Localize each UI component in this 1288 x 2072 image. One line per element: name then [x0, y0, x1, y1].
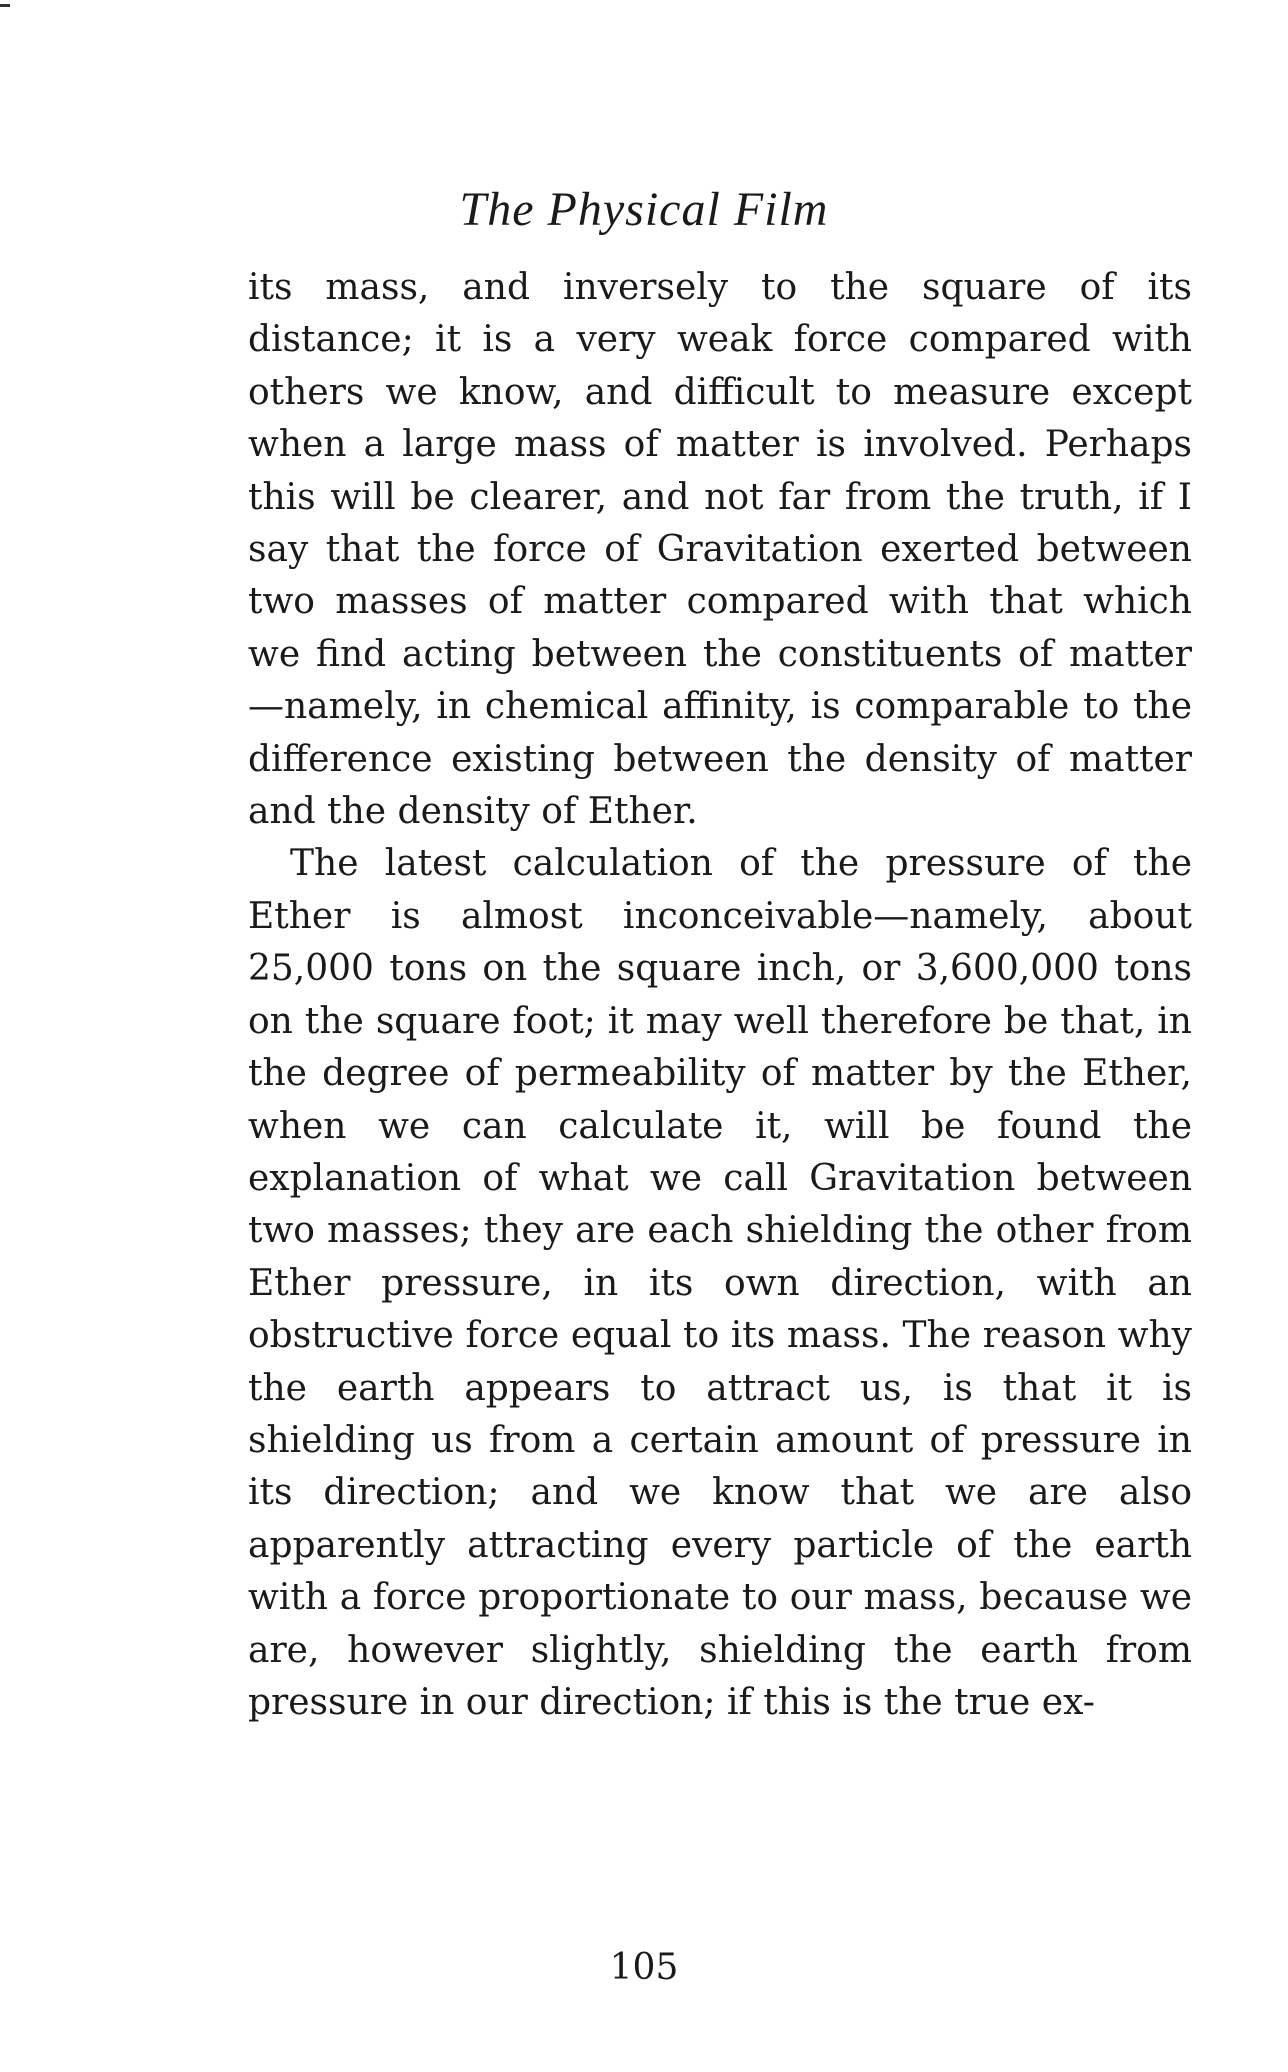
body-text	[248, 262, 1192, 1729]
paragraph-continued: its mass, and inversely to the square of its distance; it is a very weak force compared with others we know, and difficult to measure except when a large mass of matter is involved. Perhaps this will be clearer, and not far from the truth, if I say that the force of Gravitation exerted between two masses of matter compared with that which we find acting between the constituents of matter—namely, in chemical affinity, is comparable to the difference existing between the density of matter and the density of Ether.	[248, 267, 1192, 833]
running-head: The Physical Film	[459, 183, 829, 236]
corner-scan-mark	[0, 4, 10, 7]
page-number: 105	[609, 1947, 679, 1988]
paragraph-ether-pressure: The latest calculation of the pressure of the Ether is almost inconceivable—namely, about 25,000 tons on the square inch, or 3,600,000 tons on the square foot; it may well therefore be that, in the degree of permeability of matter by the Ether, when we can calculate it, will be found the explanation of what we call Gravitation between two masses; they are each shielding the other from Ether pressure, in its own direction, with an obstructive force equal to its mass. The reason why the earth appears to attract us, is that it is shielding us from a certain amount of pressure in its direction; and we know that we are also apparently attracting every particle of the earth with a force proportionate to our mass, because we are, however slightly, shielding the earth from pressure in our direction; if this is the true ex-	[248, 843, 1192, 1723]
